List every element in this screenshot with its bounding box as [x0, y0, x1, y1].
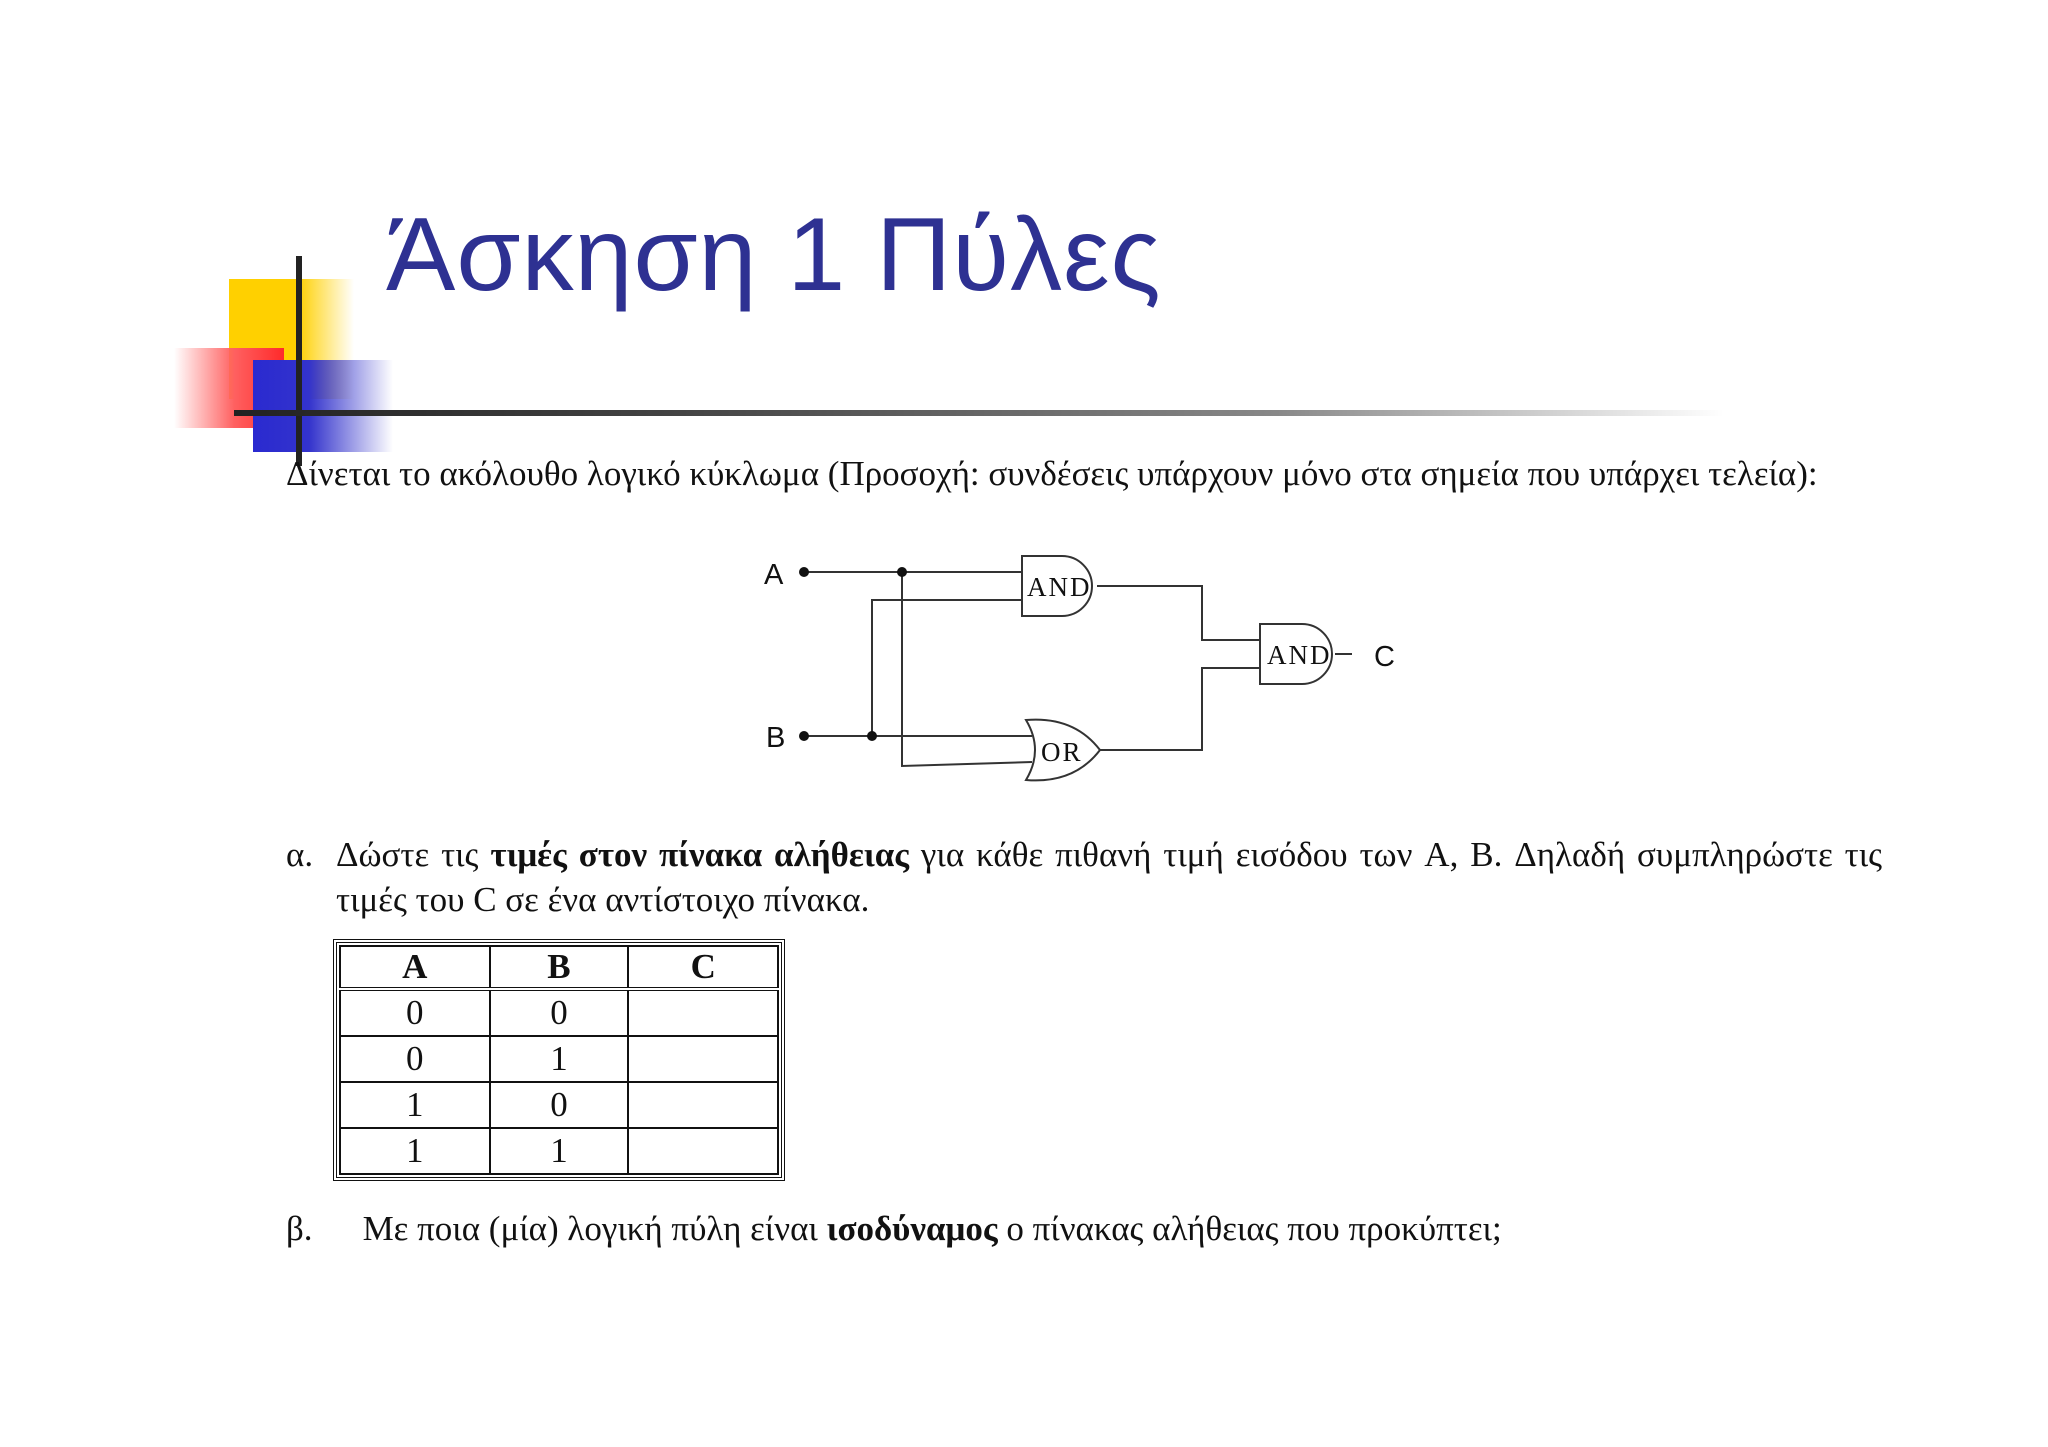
intro-text: Δίνεται το ακόλουθο λογικό κύκλωμα (Προσοχή: συνδέσεις υπάρχουν μόνο στα σημεία που υπάρχει τελεία):	[286, 454, 1818, 493]
question-b-pre: Με ποια (μία) λογική πύλη είναι	[362, 1209, 827, 1248]
terminal-dot-a	[799, 567, 809, 577]
cell-b: 1	[490, 1036, 629, 1082]
header-b: B	[490, 946, 629, 989]
decor-blue-square	[253, 360, 393, 452]
cell-c	[628, 1082, 778, 1128]
question-b	[286, 1206, 1882, 1251]
truth-table-frame	[333, 939, 785, 1181]
question-a-number: α.	[286, 835, 314, 874]
question-a-pre: Δώστε τις	[336, 835, 491, 874]
junction-dot-b	[867, 731, 877, 741]
truth-table-header-row	[340, 946, 778, 989]
question-a-bold: τιμές στον πίνακα αλήθειας	[490, 835, 910, 874]
cell-c	[628, 989, 778, 1036]
table-row	[340, 1082, 778, 1128]
cell-a: 0	[340, 989, 490, 1036]
question-b-number: β.	[286, 1209, 313, 1248]
cell-c	[628, 1036, 778, 1082]
wire-or-to-and2	[1100, 668, 1260, 750]
junction-dot-a	[897, 567, 907, 577]
truth-table	[339, 945, 779, 1175]
cell-a: 1	[340, 1128, 490, 1174]
decor-vertical-line	[296, 256, 302, 466]
cell-b: 0	[490, 1082, 629, 1128]
question-b-bold: ισοδύναμος	[826, 1209, 998, 1248]
label-or-gate: OR	[1041, 737, 1083, 767]
question-a-post: για κάθε πιθανή τιμή εισόδου των A, B. Δηλαδή συμπληρώστε τις τιμές του C σε ένα αντίστοιχο πίνακα.	[336, 835, 1883, 919]
slide-title: Άσκηση 1 Πύλες	[386, 197, 1162, 313]
header-c: C	[628, 946, 778, 989]
wire-b-to-and1	[872, 600, 1022, 736]
cell-a: 0	[340, 1036, 490, 1082]
label-and-gate-2: AND	[1267, 640, 1332, 670]
decor-horizontal-line	[234, 410, 1724, 416]
question-a-text	[336, 832, 1882, 922]
question-a	[286, 832, 1882, 922]
cell-b: 0	[490, 989, 629, 1036]
question-b-post: ο πίνακας αλήθειας που προκύπτει;	[997, 1209, 1502, 1248]
table-row	[340, 1036, 778, 1082]
cell-c	[628, 1128, 778, 1174]
question-b-text	[363, 1209, 1502, 1248]
table-row	[340, 1128, 778, 1174]
logic-circuit-diagram	[740, 540, 1460, 810]
terminal-dot-b	[799, 731, 809, 741]
cell-a: 1	[340, 1082, 490, 1128]
label-input-b: B	[766, 722, 786, 754]
wire-and1-to-and2	[1097, 586, 1260, 640]
header-a: A	[340, 946, 490, 989]
label-input-a: A	[764, 559, 784, 591]
label-and-gate-1: AND	[1027, 572, 1092, 602]
cell-b: 1	[490, 1128, 629, 1174]
label-output-c: C	[1374, 641, 1395, 673]
table-row	[340, 989, 778, 1036]
